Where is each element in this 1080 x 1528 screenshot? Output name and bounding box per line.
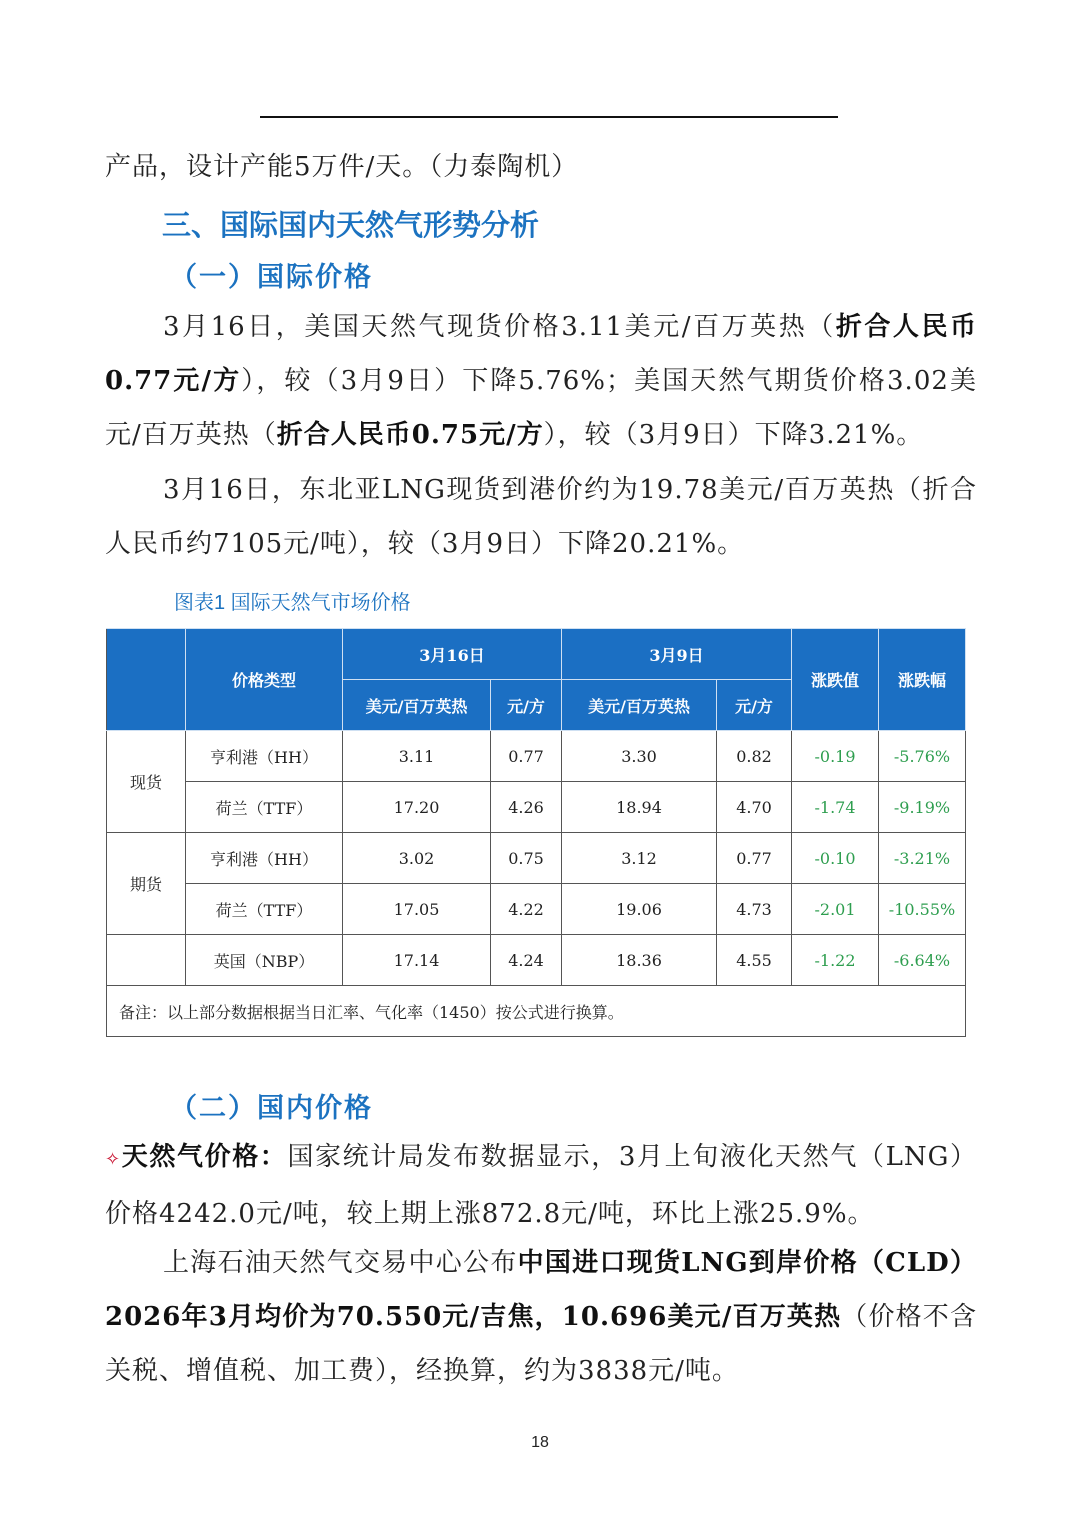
header-cny-unit-1: 元/方: [491, 680, 562, 731]
cell-pct: -9.19%: [879, 782, 966, 833]
table-row: [107, 782, 966, 833]
price-table: [106, 628, 966, 1037]
header-date-2: 3月9日: [562, 629, 792, 680]
header-change-value: 涨跌值: [792, 629, 879, 731]
cell-cny-2: 4.73: [717, 884, 792, 935]
diamond-bullet-icon: ✧: [105, 1149, 122, 1170]
cell-usd-1: 17.05: [343, 884, 491, 935]
cell-usd-2: 3.12: [562, 833, 717, 884]
table-note-row: [107, 986, 966, 1037]
domestic-p1-label: 天然气价格：: [121, 1142, 288, 1172]
cell-cny-1: 4.24: [491, 935, 562, 986]
group-futures: 期货: [107, 833, 186, 935]
cell-change: -1.74: [792, 782, 879, 833]
cell-cny-2: 0.82: [717, 731, 792, 782]
cell-cny-1: 0.77: [491, 731, 562, 782]
table-row: [107, 833, 966, 884]
domestic-p2-bold: 中国进口现货LNG到岸价格（CLD）2026年3月均价为70.550元/吉焦，10.696美元/百万英热: [105, 1248, 977, 1332]
cell-change: -2.01: [792, 884, 879, 935]
header-usd-unit-1: 美元/百万英热: [343, 680, 491, 731]
table-note: 备注：以上部分数据根据当日汇率、气化率（1450）按公式进行换算。: [107, 986, 966, 1037]
cell-usd-2: 3.30: [562, 731, 717, 782]
header-cny-unit-2: 元/方: [717, 680, 792, 731]
intl-p1-text-3: ），较（3月9日）下降3.21%。: [543, 420, 924, 450]
cell-pct: -5.76%: [879, 731, 966, 782]
cell-cny-2: 4.70: [717, 782, 792, 833]
cell-pct: -6.64%: [879, 935, 966, 986]
row-name: 荷兰（TTF）: [186, 884, 343, 935]
row-name: 荷兰（TTF）: [186, 782, 343, 833]
cell-cny-2: 0.77: [717, 833, 792, 884]
cell-cny-1: 0.75: [491, 833, 562, 884]
cell-usd-2: 18.94: [562, 782, 717, 833]
cell-usd-2: 18.36: [562, 935, 717, 986]
group-empty: [107, 935, 186, 986]
cell-usd-1: 17.14: [343, 935, 491, 986]
row-name: 英国（NBP）: [186, 935, 343, 986]
domestic-paragraph-1: [105, 1130, 977, 1241]
cell-cny-1: 4.26: [491, 782, 562, 833]
header-blank: [107, 629, 186, 731]
cell-cny-2: 4.55: [717, 935, 792, 986]
domestic-subheading: （二）国内价格: [170, 1093, 373, 1124]
table-row: [107, 935, 966, 986]
cell-cny-1: 4.22: [491, 884, 562, 935]
domestic-p2-text-1: 上海石油天然气交易中心公布: [163, 1248, 518, 1278]
cell-usd-1: 3.11: [343, 731, 491, 782]
intl-paragraph-2: 3月16日，东北亚LNG现货到港价约为19.78美元/百万英热（折合人民币约7105元/吨），较（3月9日）下降20.21%。: [105, 475, 977, 559]
intl-paragraph-1: [105, 300, 977, 462]
domestic-p1-text: 国家统计局发布数据显示，3月上旬液化天然气（LNG）价格4242.0元/吨，较上期上涨872.8元/吨，环比上涨25.9%。: [105, 1142, 977, 1229]
cell-change: -1.22: [792, 935, 879, 986]
cell-usd-1: 3.02: [343, 833, 491, 884]
header-date-1: 3月16日: [343, 629, 562, 680]
table-row: [107, 731, 966, 782]
page-number: 18: [531, 1434, 549, 1451]
header-price-type: 价格类型: [186, 629, 343, 731]
section-heading: 三、国际国内天然气形势分析: [162, 208, 540, 242]
row-name: 亨利港（HH）: [186, 833, 343, 884]
row-name: 亨利港（HH）: [186, 731, 343, 782]
domestic-p2-text-2: （价格不含关税、增值税、加工费），经换算，约为3838元/吨。: [105, 1302, 977, 1386]
cell-change: -0.19: [792, 731, 879, 782]
header-change-pct: 涨跌幅: [879, 629, 966, 731]
intl-p1-bold-1: 折合人民币0.77元/方: [105, 312, 977, 396]
intl-p1-text-1: 3月16日，美国天然气现货价格3.11美元/百万英热（: [163, 312, 836, 342]
cell-pct: -3.21%: [879, 833, 966, 884]
cell-pct: -10.55%: [879, 884, 966, 935]
domestic-paragraph-2: [105, 1236, 977, 1398]
table-row: [107, 884, 966, 935]
intl-p1-bold-2: 折合人民币0.75元/方: [276, 420, 544, 450]
intl-subheading: （一）国际价格: [170, 262, 373, 293]
continuation-text: 产品，设计产能5万件/天。（力泰陶机）: [105, 152, 579, 182]
table-caption: 图表1 国际天然气市场价格: [174, 592, 411, 614]
header-usd-unit-2: 美元/百万英热: [562, 680, 717, 731]
intl-p1-text-2: ），较（3月9日）下降5.76%；美国天然气期货价格3.02美元/百万英热（: [105, 366, 977, 450]
header-rule: [260, 116, 838, 118]
cell-usd-1: 17.20: [343, 782, 491, 833]
group-spot: 现货: [107, 731, 186, 833]
cell-change: -0.10: [792, 833, 879, 884]
cell-usd-2: 19.06: [562, 884, 717, 935]
